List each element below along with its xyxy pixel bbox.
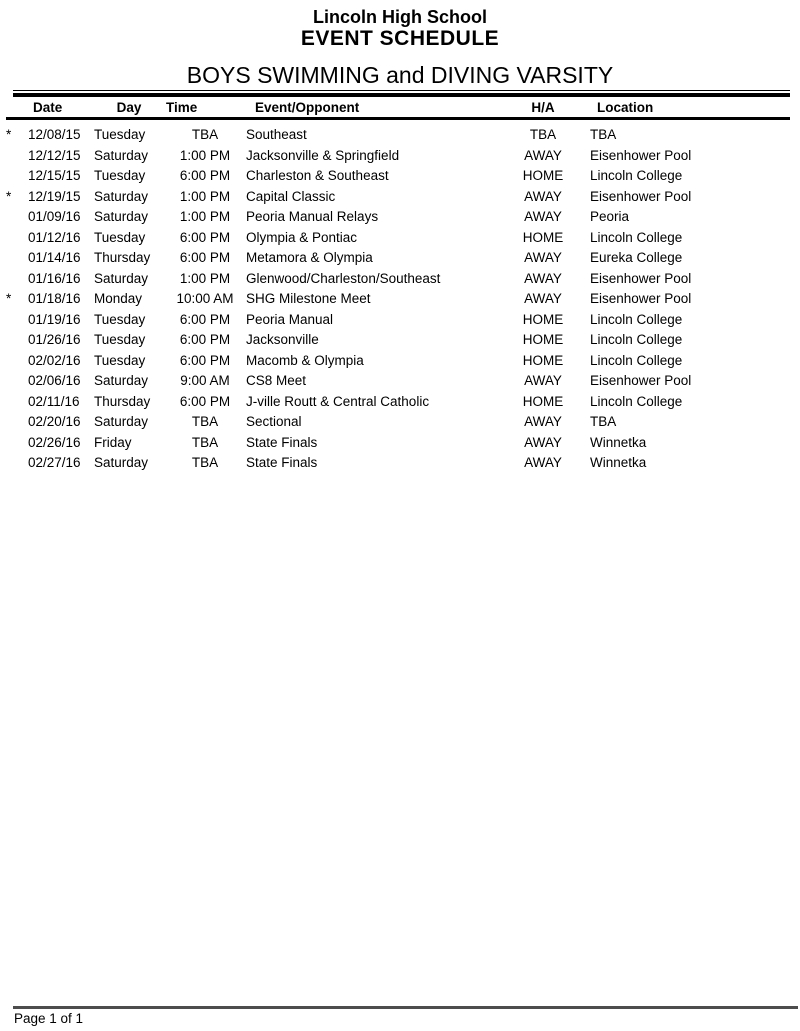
cell-date: 01/26/16 <box>28 332 81 347</box>
cell-day: Saturday <box>94 209 149 224</box>
column-header-time: Time <box>164 97 246 119</box>
table-row <box>6 269 790 290</box>
table-row <box>6 330 790 351</box>
star-flag <box>6 228 28 249</box>
star-flag <box>6 453 28 474</box>
table-row <box>6 248 790 269</box>
cell-time: 6:00 PM <box>179 250 231 265</box>
cell-time: TBA <box>191 127 219 142</box>
cell-home-away: AWAY <box>524 147 562 163</box>
cell-home-away: HOME <box>522 332 564 347</box>
cell-event-opponent: Metamora & Olympia <box>246 250 373 265</box>
cell-home-away: AWAY <box>524 209 562 224</box>
cell-time: 6:00 PM <box>179 352 231 368</box>
cell-home-away: AWAY <box>524 250 562 265</box>
cell-day: Saturday <box>94 147 149 163</box>
cell-date: 02/06/16 <box>28 373 81 388</box>
cell-home-away: AWAY <box>524 188 562 204</box>
footer-rule <box>13 1006 798 1009</box>
star-flag <box>6 269 28 290</box>
star-flag <box>6 166 28 187</box>
cell-time: 9:00 AM <box>180 373 230 388</box>
cell-event-opponent: Macomb & Olympia <box>246 352 364 368</box>
cell-time: 6:00 PM <box>179 332 231 347</box>
star-flag: * <box>6 188 12 204</box>
cell-date: 01/19/16 <box>28 311 81 327</box>
table-row <box>6 228 790 249</box>
cell-time: TBA <box>191 414 219 429</box>
cell-day: Tuesday <box>94 127 146 142</box>
table-row <box>6 310 790 331</box>
star-flag: * <box>6 291 12 306</box>
cell-day: Thursday <box>94 250 151 265</box>
table-row <box>6 187 790 208</box>
cell-date: 01/18/16 <box>28 291 81 306</box>
star-flag <box>6 207 28 228</box>
cell-day: Monday <box>94 291 143 306</box>
table-row <box>6 166 790 187</box>
table-row <box>6 433 790 454</box>
cell-event-opponent: Charleston & Southeast <box>246 168 389 183</box>
page-number: Page 1 of 1 <box>14 1011 84 1026</box>
cell-day: Tuesday <box>94 168 146 183</box>
cell-event-opponent: Jacksonville <box>246 332 319 347</box>
table-row <box>6 392 790 413</box>
team-subtitle: BOYS SWIMMING and DIVING VARSITY <box>186 62 614 88</box>
cell-time: 6:00 PM <box>179 311 231 327</box>
cell-location: Eisenhower Pool <box>590 270 692 286</box>
cell-event-opponent: Southeast <box>246 127 307 142</box>
cell-event-opponent: Peoria Manual <box>246 311 334 327</box>
cell-location: Lincoln College <box>590 332 683 347</box>
cell-date: 02/26/16 <box>28 434 81 450</box>
cell-time: 1:00 PM <box>179 270 231 286</box>
table-row <box>6 351 790 372</box>
cell-home-away: AWAY <box>524 434 562 450</box>
cell-location: TBA <box>590 127 617 142</box>
cell-date: 01/12/16 <box>28 229 81 245</box>
cell-date: 02/20/16 <box>28 414 81 429</box>
cell-home-away: HOME <box>522 352 564 368</box>
cell-day: Thursday <box>94 393 151 409</box>
cell-time: 10:00 AM <box>176 291 234 306</box>
cell-day: Tuesday <box>94 352 146 368</box>
cell-location: Lincoln College <box>590 352 683 368</box>
cell-location: Eisenhower Pool <box>590 147 692 163</box>
schedule-table <box>6 97 790 474</box>
cell-day: Saturday <box>94 373 149 388</box>
cell-day: Tuesday <box>94 311 146 327</box>
column-header-day: Day <box>94 97 164 119</box>
cell-time: 6:00 PM <box>179 229 231 245</box>
cell-location: Lincoln College <box>590 393 683 409</box>
cell-day: Saturday <box>94 188 149 204</box>
cell-date: 02/02/16 <box>28 352 81 368</box>
cell-event-opponent: Sectional <box>246 414 302 429</box>
cell-date: 01/14/16 <box>28 250 81 265</box>
cell-location: Winnetka <box>590 434 647 450</box>
cell-day: Saturday <box>94 414 149 429</box>
cell-home-away: AWAY <box>524 373 562 388</box>
cell-time: 1:00 PM <box>179 188 231 204</box>
star-flag <box>6 371 28 392</box>
cell-date: 02/27/16 <box>28 455 81 470</box>
cell-date: 12/12/15 <box>28 147 81 163</box>
star-flag <box>6 248 28 269</box>
cell-event-opponent: Glenwood/Charleston/Southeast <box>246 270 441 286</box>
cell-location: Eisenhower Pool <box>590 373 692 388</box>
star-flag <box>6 412 28 433</box>
cell-location: Eisenhower Pool <box>590 291 692 306</box>
star-flag <box>6 433 28 454</box>
star-flag <box>6 146 28 167</box>
table-row <box>6 207 790 228</box>
school-name: Lincoln High School <box>313 7 487 27</box>
cell-home-away: AWAY <box>524 414 562 429</box>
cell-event-opponent: Olympia & Pontiac <box>246 229 358 245</box>
cell-event-opponent: Jacksonville & Springfield <box>246 147 400 163</box>
cell-location: Eisenhower Pool <box>590 188 692 204</box>
cell-day: Tuesday <box>94 229 146 245</box>
document-header <box>0 7 800 88</box>
table-row <box>6 453 790 474</box>
cell-location: Lincoln College <box>590 168 683 183</box>
cell-home-away: HOME <box>522 168 564 183</box>
cell-home-away: AWAY <box>524 455 562 470</box>
table-row <box>6 371 790 392</box>
cell-time: 6:00 PM <box>179 393 231 409</box>
column-header-date: Date <box>28 97 94 119</box>
cell-home-away: HOME <box>522 229 564 245</box>
cell-event-opponent: Peoria Manual Relays <box>246 209 379 224</box>
star-flag <box>6 310 28 331</box>
cell-location: Peoria <box>590 209 630 224</box>
cell-date: 02/11/16 <box>28 393 80 409</box>
cell-home-away: TBA <box>529 127 557 142</box>
cell-event-opponent: J-ville Routt & Central Catholic <box>246 393 430 409</box>
star-flag <box>6 351 28 372</box>
cell-location: Lincoln College <box>590 311 683 327</box>
cell-time: 1:00 PM <box>179 209 231 224</box>
table-row <box>6 412 790 433</box>
table-row <box>6 289 790 310</box>
cell-home-away: AWAY <box>524 291 562 306</box>
cell-event-opponent: Capital Classic <box>246 188 336 204</box>
cell-home-away: HOME <box>522 393 564 409</box>
star-column-header <box>6 97 28 119</box>
cell-time: TBA <box>191 434 219 450</box>
cell-date: 01/09/16 <box>28 209 81 224</box>
cell-event-opponent: State Finals <box>246 455 318 470</box>
cell-date: 12/19/15 <box>28 188 81 204</box>
schedule-table-body <box>6 119 790 474</box>
cell-location: TBA <box>590 414 617 429</box>
cell-home-away: AWAY <box>524 270 562 286</box>
cell-location: Eureka College <box>590 250 683 265</box>
column-header-home-away: H/A <box>496 97 590 119</box>
cell-home-away: HOME <box>522 311 564 327</box>
table-header-row <box>6 97 790 119</box>
cell-day: Saturday <box>94 455 149 470</box>
cell-event-opponent: SHG Milestone Meet <box>246 291 371 306</box>
cell-location: Lincoln College <box>590 229 683 245</box>
column-header-location: Location <box>590 97 790 119</box>
star-flag <box>6 392 28 413</box>
cell-day: Friday <box>94 434 132 450</box>
cell-event-opponent: CS8 Meet <box>246 373 307 388</box>
cell-date: 01/16/16 <box>28 270 81 286</box>
cell-day: Tuesday <box>94 332 146 347</box>
cell-time: TBA <box>191 455 219 470</box>
cell-day: Saturday <box>94 270 149 286</box>
document-title: EVENT SCHEDULE <box>300 27 500 50</box>
table-row <box>6 125 790 146</box>
star-flag <box>6 330 28 351</box>
table-row <box>6 146 790 167</box>
cell-date: 12/15/15 <box>28 168 81 183</box>
star-flag: * <box>6 127 12 142</box>
column-header-event-opponent: Event/Opponent <box>246 97 496 119</box>
cell-time: 6:00 PM <box>179 168 231 183</box>
cell-time: 1:00 PM <box>179 147 231 163</box>
cell-location: Winnetka <box>590 455 647 470</box>
table-top-thin-rule <box>13 90 790 91</box>
cell-date: 12/08/15 <box>28 127 81 142</box>
cell-event-opponent: State Finals <box>246 434 318 450</box>
